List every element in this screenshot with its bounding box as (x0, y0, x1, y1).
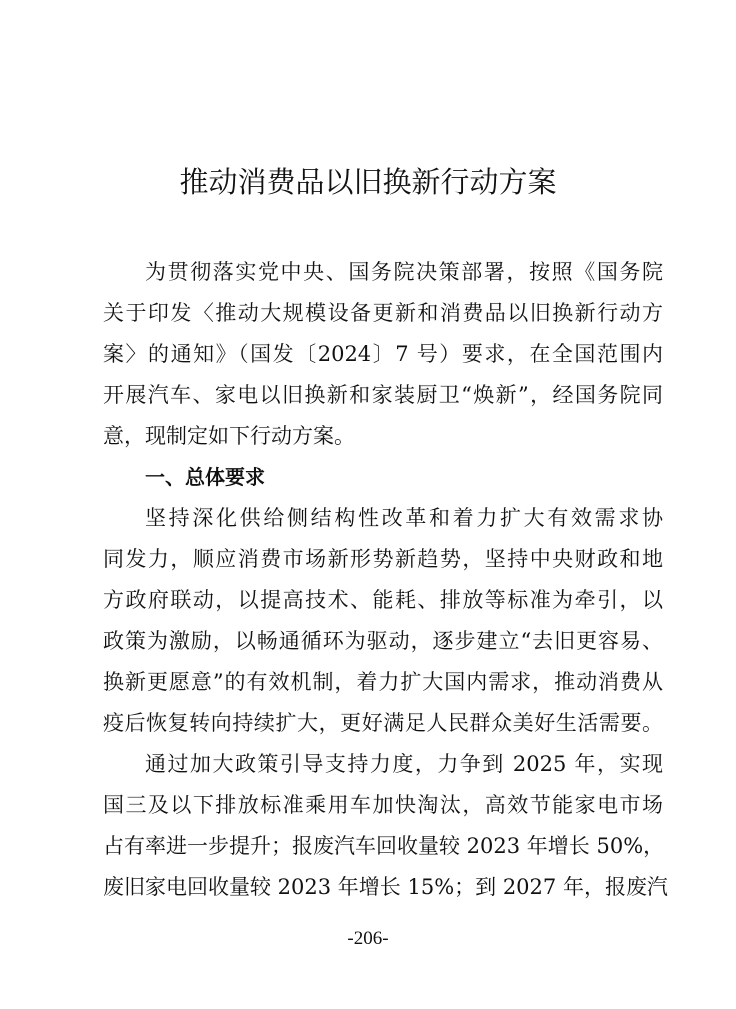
section-paragraph-1 (103, 498, 663, 744)
text-line: 坚持深化供给侧结构性改革和着力扩大有效需求协 (145, 506, 663, 530)
text-line: 废旧家电回收量较 2023 年增长 15%；到 2027 年，报废汽 (103, 875, 668, 899)
text-line: 方政府联动，以提高技术、能耗、排放等标准为牵引，以 (103, 588, 663, 612)
text-line: 为贯彻落实党中央、国务院决策部署，按照《国务院 (145, 260, 663, 284)
text-line: 疫后恢复转向持续扩大，更好满足人民群众美好生活需要。 (103, 711, 663, 735)
text-line: 通过加大政策引导支持力度，力争到 2025 年，实现 (145, 752, 663, 776)
document-body (103, 252, 668, 908)
section-paragraph-2 (103, 744, 668, 908)
intro-paragraph (103, 252, 663, 457)
section-heading: 一、总体要求 (145, 465, 265, 489)
text-line: 占有率进一步提升；报废汽车回收量较 2023 年增长 50%， (103, 834, 665, 858)
text-line: 意，现制定如下行动方案。 (103, 424, 355, 448)
text-line: 案〉的通知》（国发〔2024〕7 号）要求，在全国范围内 (103, 342, 663, 366)
text-line: 开展汽车、家电以旧换新和家装厨卫“焕新”，经国务院同 (103, 383, 663, 407)
page-number: -206- (347, 928, 389, 949)
text-line: 国三及以下排放标准乘用车加快淘汰，高效节能家电市场 (103, 793, 663, 817)
text-line: 政策为激励，以畅通循环为驱动，逐步建立“去旧更容易、 (103, 629, 663, 653)
document-title: 推动消费品以旧换新行动方案 (179, 165, 557, 199)
text-line: 同发力，顺应消费市场新形势新趋势，坚持中央财政和地 (103, 547, 663, 571)
text-line: 换新更愿意”的有效机制，着力扩大国内需求，推动消费从 (103, 670, 663, 694)
text-line: 关于印发〈推动大规模设备更新和消费品以旧换新行动方 (103, 301, 663, 325)
